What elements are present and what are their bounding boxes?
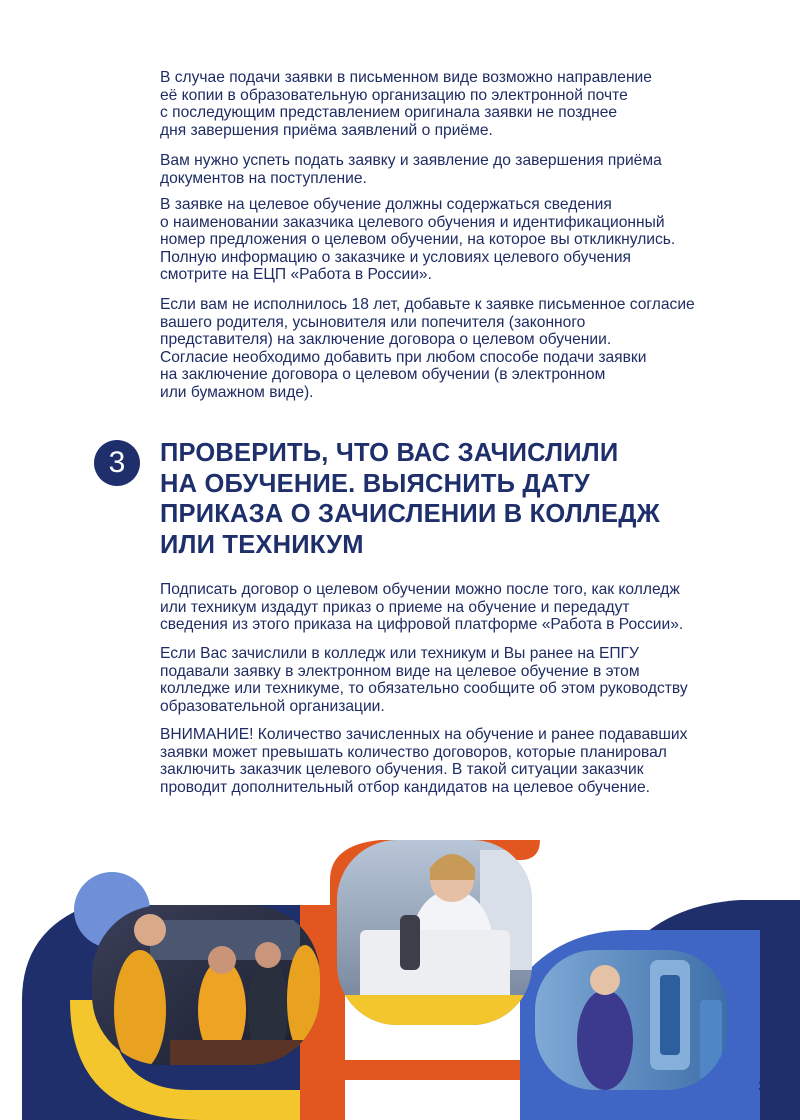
paragraph-deadline: Вам нужно успеть подать заявку и заявление до завершения приёма документов на поступление. <box>160 152 662 187</box>
paragraph-parental-consent: Если вам не исполнилось 18 лет, добавьте к заявке письменное согласие вашего родителя, усыновителя или попечителя (законного представителя) на заключение договора о целевом обучении. Согласие необходимо добавить при любом способе подачи заявки на заключение договора о целевом обучении (в электронном или бумажном виде). <box>160 296 695 401</box>
paragraph-attention: ВНИМАНИЕ! Количество зачисленных на обучение и ранее подававших заявки может превышать количество договоров, которые планировал заключить заказчик целевого обучения. В такой ситуации заказчик проводит дополнительный отбор кандидатов на целевое обучение. <box>160 726 688 796</box>
step-heading: ПРОВЕРИТЬ, ЧТО ВАС ЗАЧИСЛИЛИ НА ОБУЧЕНИЕ. ВЫЯСНИТЬ ДАТУ ПРИКАЗА О ЗАЧИСЛЕНИИ В КОЛЛЕДЖ ИЛИ ТЕХНИКУМ <box>160 439 660 559</box>
paragraph-application-contents: В заявке на целевое обучение должны содержаться сведения о наименовании заказчика целевого обучения и идентификационный номер предложения о целевом обучении, на которое вы откликнулись. Полную информацию о заказчике и условиях целевого обучения смотрите на ЕЦП «Работа в России». <box>160 196 676 284</box>
paragraph-contract-signing: Подписать договор о целевом обучении можно после того, как колледж или техникум издадут приказ о приеме на обучение и передадут сведения из этого приказа на цифровой платформе «Работа в России». <box>160 581 684 634</box>
photo-lab-equipment <box>535 950 727 1090</box>
photo-students-workshop <box>92 905 323 1070</box>
step-number-badge: 3 <box>94 440 140 486</box>
paragraph-epgu-notice: Если Вас зачислили в колледж или техникум и Вы ранее на ЕПГУ подавали заявку в электронном виде на целевое обучение в этом колледже или техникуме, то обязательно сообщите об этом руководству образовательной организации. <box>160 645 688 715</box>
paragraph-written-application: В случае подачи заявки в письменном виде возможно направление её копии в образовательную организацию по электронной почте с последующим представлением оригинала заявки не позднее дня завершения приёма заявлений о приёме. <box>160 69 652 139</box>
page-number: 3 <box>758 1078 767 1095</box>
photo-sewing-workshop <box>337 840 532 1025</box>
